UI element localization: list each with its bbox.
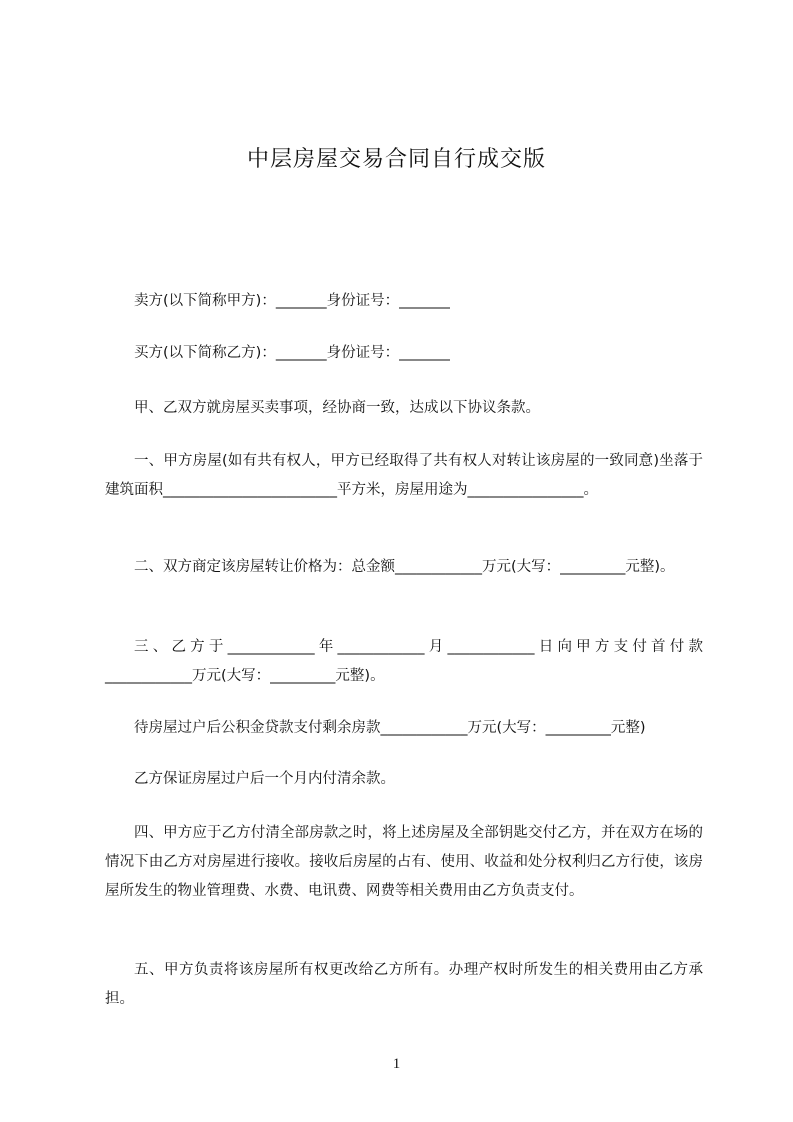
seller-line: 卖方(以下简称甲方)：_______身份证号：_______ [134, 293, 450, 309]
clause-5: 五、甲方负责将该房屋所有权更改给乙方所有。办理产权时所发生的相关费用由乙方承担。 [105, 962, 703, 1007]
clause-2: 二、双方商定该房屋转让价格为：总金额____________万元(大写：_________元整)。 [134, 559, 675, 575]
clause-3: 三、乙方于____________年____________月____________日向甲方支付首付款____________万元(大写：_________元整)。 [105, 639, 703, 684]
agreement-intro: 甲、乙双方就房屋买卖事项，经协商一致，达成以下协议条款。 [134, 400, 540, 416]
remaining-payment-line: 待房屋过户后公积金贷款支付剩余房款____________万元(大写：_________元整) [134, 720, 646, 736]
page-number: 1 [392, 1056, 401, 1072]
clause-1: 一、甲方房屋(如有共有权人，甲方已经取得了共有权人对转让该房屋的一致同意)坐落于建筑面积________________________平方米，房屋用途为________________。 [105, 453, 703, 498]
clause-4: 四、甲方应于乙方付清全部房款之时，将上述房屋及全部钥匙交付乙方，并在双方在场的情况下由乙方对房屋进行接收。接收后房屋的占有、使用、收益和处分权利归乙方行使，该房屋所发生的物业管理费、水费、电讯费、网费等相关费用由乙方负责支付。 [105, 825, 703, 899]
buyer-line: 买方(以下简称乙方)：_______身份证号：_______ [134, 345, 450, 361]
document-title: 中层房屋交易合同自行成交版 [246, 147, 546, 172]
balance-guarantee-line: 乙方保证房屋过户后一个月内付清余款。 [134, 771, 395, 787]
